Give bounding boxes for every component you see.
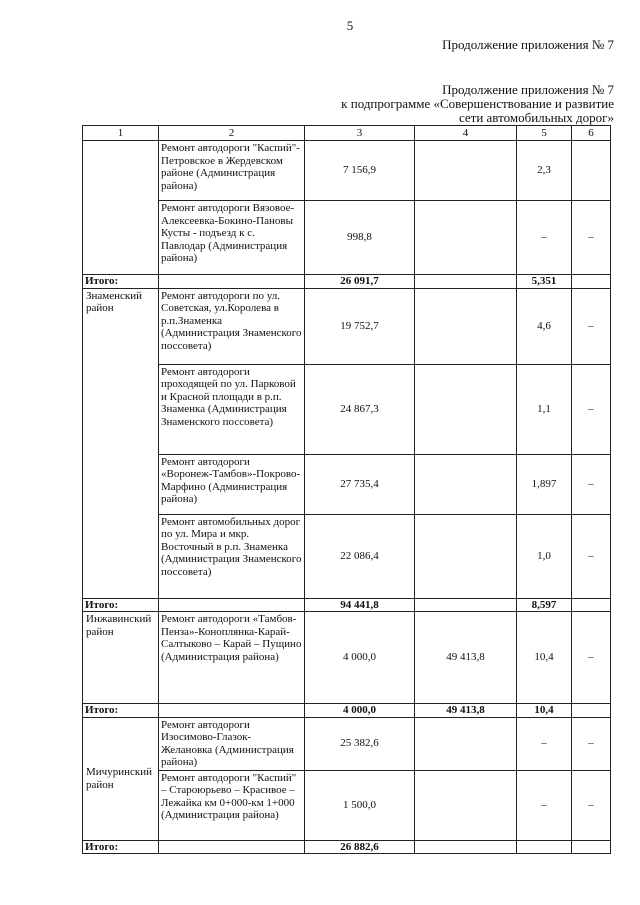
total-empty (159, 704, 305, 718)
work-name: Ремонт автодороги "Каспий"-Петровское в Жердевском районе (Администрация района) (159, 141, 305, 201)
total-length: 5,351 (517, 275, 572, 289)
total-length: 10,4 (517, 704, 572, 718)
total-label: Итого: (83, 840, 159, 854)
table-row (83, 514, 611, 598)
total-label: Итого: (83, 598, 159, 612)
amount2-cell (415, 364, 517, 454)
col6-cell (572, 141, 611, 201)
length-cell: – (517, 770, 572, 840)
amount-cell: 24 867,3 (305, 364, 415, 454)
total-amount2 (415, 275, 517, 289)
length-cell: – (517, 717, 572, 770)
length-cell: 10,4 (517, 612, 572, 704)
amount2-cell (415, 770, 517, 840)
amount-cell: 998,8 (305, 201, 415, 275)
col6-cell: – (572, 288, 611, 364)
table-row (83, 288, 611, 364)
col6-cell: – (572, 612, 611, 704)
total-row (83, 275, 611, 289)
total-amount: 94 441,8 (305, 598, 415, 612)
roads-table (82, 125, 611, 854)
column-number: 5 (517, 126, 572, 141)
length-cell: 4,6 (517, 288, 572, 364)
work-name: Ремонт автодороги Вязовое- Алексеевка-Бокино-Пановы Кусты - подъезд к с. Павлодар (Администрация района) (159, 201, 305, 275)
continuation-header-line2: к подпрограмме «Совершенствование и развитие (341, 96, 614, 111)
total-amount: 4 000,0 (305, 704, 415, 718)
column-number: 1 (83, 126, 159, 141)
amount-cell: 7 156,9 (305, 141, 415, 201)
amount2-cell (415, 717, 517, 770)
length-cell: 1,1 (517, 364, 572, 454)
amount2-cell (415, 514, 517, 598)
work-name: Ремонт автодороги «Воронеж-Тамбов»-Покрово-Марфино (Администрация района) (159, 454, 305, 514)
table-row (83, 612, 611, 704)
work-name: Ремонт автодороги по ул. Советская, ул.Королева в р.п.Знаменка (Администрация Знаменского поссовета) (159, 288, 305, 364)
length-cell: 1,0 (517, 514, 572, 598)
amount2-cell (415, 288, 517, 364)
length-cell: 2,3 (517, 141, 572, 201)
column-number: 4 (415, 126, 517, 141)
total-col6 (572, 840, 611, 854)
area-cell: Знаменский район (83, 288, 159, 598)
work-name: Ремонт автодороги Изосимово-Глазок-Желановка (Администрация района) (159, 717, 305, 770)
total-empty (159, 598, 305, 612)
table-row (83, 717, 611, 770)
amount2-cell (415, 201, 517, 275)
amount-cell: 19 752,7 (305, 288, 415, 364)
work-name: Ремонт автодороги проходящей по ул. Парковой и Красной площади в р.п. Знаменка (Администрация Знаменского поссовета) (159, 364, 305, 454)
amount2-cell: 49 413,8 (415, 612, 517, 704)
column-number: 2 (159, 126, 305, 141)
total-amount: 26 091,7 (305, 275, 415, 289)
amount2-cell (415, 454, 517, 514)
amount-cell: 4 000,0 (305, 612, 415, 704)
table-row (83, 141, 611, 201)
total-col6 (572, 275, 611, 289)
continuation-header-line3: сети автомобильных дорог» (458, 110, 614, 125)
amount-cell: 27 735,4 (305, 454, 415, 514)
total-amount: 26 882,6 (305, 840, 415, 854)
col6-cell: – (572, 454, 611, 514)
total-row (83, 598, 611, 612)
total-amount2 (415, 598, 517, 612)
table-row (83, 364, 611, 454)
table-row (83, 454, 611, 514)
total-empty (159, 840, 305, 854)
total-col6 (572, 704, 611, 718)
column-number-row (83, 126, 611, 141)
column-number: 3 (305, 126, 415, 141)
total-row (83, 840, 611, 854)
continuation-note: Продолжение приложения № 7 (442, 37, 614, 52)
total-col6 (572, 598, 611, 612)
total-row (83, 704, 611, 718)
col6-cell: – (572, 717, 611, 770)
column-number: 6 (572, 126, 611, 141)
total-length (517, 840, 572, 854)
table-row (83, 201, 611, 275)
area-cell: Инжавинский район (83, 612, 159, 704)
amount-cell: 1 500,0 (305, 770, 415, 840)
col6-cell: – (572, 770, 611, 840)
total-empty (159, 275, 305, 289)
amount-cell: 22 086,4 (305, 514, 415, 598)
total-amount2: 49 413,8 (415, 704, 517, 718)
table-row (83, 770, 611, 840)
area-cell (83, 141, 159, 275)
length-cell: – (517, 201, 572, 275)
col6-cell: – (572, 364, 611, 454)
total-length: 8,597 (517, 598, 572, 612)
col6-cell: – (572, 514, 611, 598)
total-label: Итого: (83, 275, 159, 289)
total-amount2 (415, 840, 517, 854)
work-name: Ремонт автодороги "Каспий" – Староюрьево – Красивое – Лежайка км 0+000-км 1+000 (Администрация района) (159, 770, 305, 840)
work-name: Ремонт автодороги «Тамбов-Пенза»-Коноплянка-Карай-Салтыково – Карай – Пущино (Администрация района) (159, 612, 305, 704)
length-cell: 1,897 (517, 454, 572, 514)
continuation-header (341, 83, 614, 125)
page-number: 5 (346, 18, 354, 33)
work-name: Ремонт автомобильных дорог по ул. Мира и мкр. Восточный в р.п. Знаменка (Администрация Знаменского поссовета) (159, 514, 305, 598)
amount-cell: 25 382,6 (305, 717, 415, 770)
total-label: Итого: (83, 704, 159, 718)
col6-cell: – (572, 201, 611, 275)
continuation-header-line1: Продолжение приложения № 7 (442, 82, 614, 97)
area-cell: Мичуринский район (83, 717, 159, 840)
amount2-cell (415, 141, 517, 201)
